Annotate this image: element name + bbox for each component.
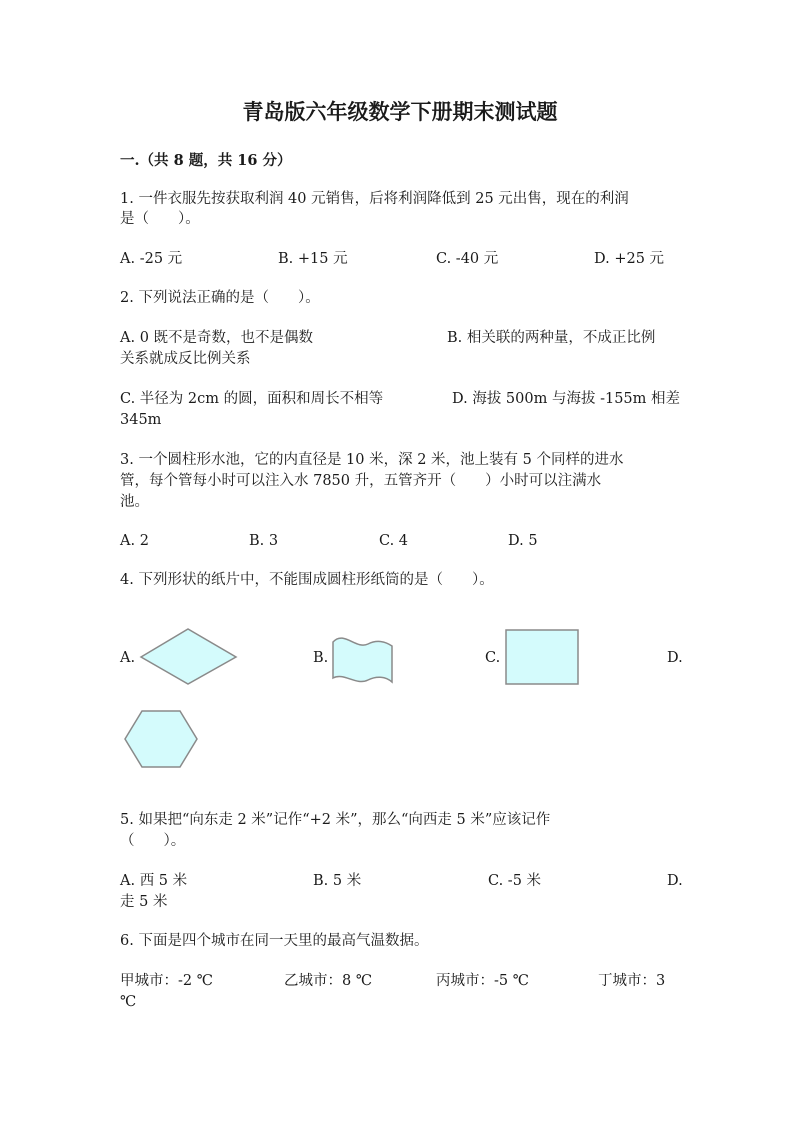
q3-option-d: D. 5 — [508, 533, 538, 549]
q5-option-c: C. -5 米 — [488, 873, 542, 889]
q4-option-a-label: A. — [120, 650, 136, 666]
page-title: 青岛版六年级数学下册期末测试题 — [242, 99, 558, 124]
q5-option-b: B. 5 米 — [313, 873, 362, 889]
q3-option-b: B. 3 — [249, 533, 279, 549]
q2-option-d-line2: 345m — [120, 412, 162, 428]
q6-city-ding-unit: ℃ — [120, 994, 137, 1010]
q5-option-a: A. 西 5 米 — [120, 873, 188, 889]
q4-text: 4. 下列形状的纸片中，不能围成圆柱形纸筒的是（ ）。 — [120, 572, 494, 588]
q1-text-line1: 1. 一件衣服先按获取利润 40 元销售，后将利润降低到 25 元出售，现在的利润 — [120, 191, 629, 207]
section-heading: 一.（共 8 题，共 16 分） — [120, 152, 292, 169]
q6-text: 6. 下面是四个城市在同一天里的最高气温数据。 — [120, 933, 429, 949]
wavy-parallelogram-shape — [330, 634, 396, 686]
q2-option-c: C. 半径为 2cm 的圆，面积和周长不相等 — [120, 391, 384, 407]
q4-option-d-label: D. — [667, 650, 683, 666]
q4-option-c-label: C. — [485, 650, 501, 666]
q1-text-line2: 是（ ）。 — [120, 211, 200, 227]
q4-option-b-label: B. — [313, 650, 329, 666]
q1-option-a: A. -25 元 — [120, 251, 183, 267]
q3-text-line2: 管，每个管每小时可以注入水 7850 升，五管齐开（ ）小时可以注满水 — [120, 473, 602, 489]
q2-option-b-line2: 关系就成反比例关系 — [120, 351, 251, 367]
q5-text-line1: 5. 如果把“向东走 2 米”记作“+2 米”，那么“向西走 5 米”应该记作 — [120, 812, 551, 828]
hexagon-shape — [122, 708, 200, 770]
q5-text-line2: （ ）。 — [120, 833, 186, 849]
q1-option-d: D. +25 元 — [594, 251, 665, 267]
q1-option-c: C. -40 元 — [436, 251, 499, 267]
q2-option-b-line1: B. 相关联的两种量，不成正比例 — [447, 330, 656, 346]
rectangle-shape — [504, 628, 580, 686]
q5-option-d-line2: 走 5 米 — [120, 894, 168, 910]
q3-option-a: A. 2 — [120, 533, 149, 549]
q2-option-a: A. 0 既不是奇数，也不是偶数 — [120, 330, 314, 346]
q3-text-line3: 池。 — [120, 494, 149, 510]
q5-option-d: D. — [667, 873, 683, 889]
q2-option-d-line1: D. 海拔 500m 与海拔 -155m 相差 — [452, 391, 681, 407]
q3-text-line1: 3. 一个圆柱形水池，它的内直径是 10 米，深 2 米，池上装有 5 个同样的进水 — [120, 452, 624, 468]
q6-city-yi: 乙城市：8 ℃ — [284, 973, 373, 989]
q3-option-c: C. 4 — [379, 533, 409, 549]
q2-text: 2. 下列说法正确的是（ ）。 — [120, 290, 320, 306]
rhombus-shape — [138, 626, 240, 688]
q6-city-ding: 丁城市：3 — [598, 973, 666, 989]
q6-city-jia: 甲城市：-2 ℃ — [120, 973, 213, 989]
q6-city-bing: 丙城市：-5 ℃ — [436, 973, 529, 989]
q1-option-b: B. +15 元 — [278, 251, 348, 267]
